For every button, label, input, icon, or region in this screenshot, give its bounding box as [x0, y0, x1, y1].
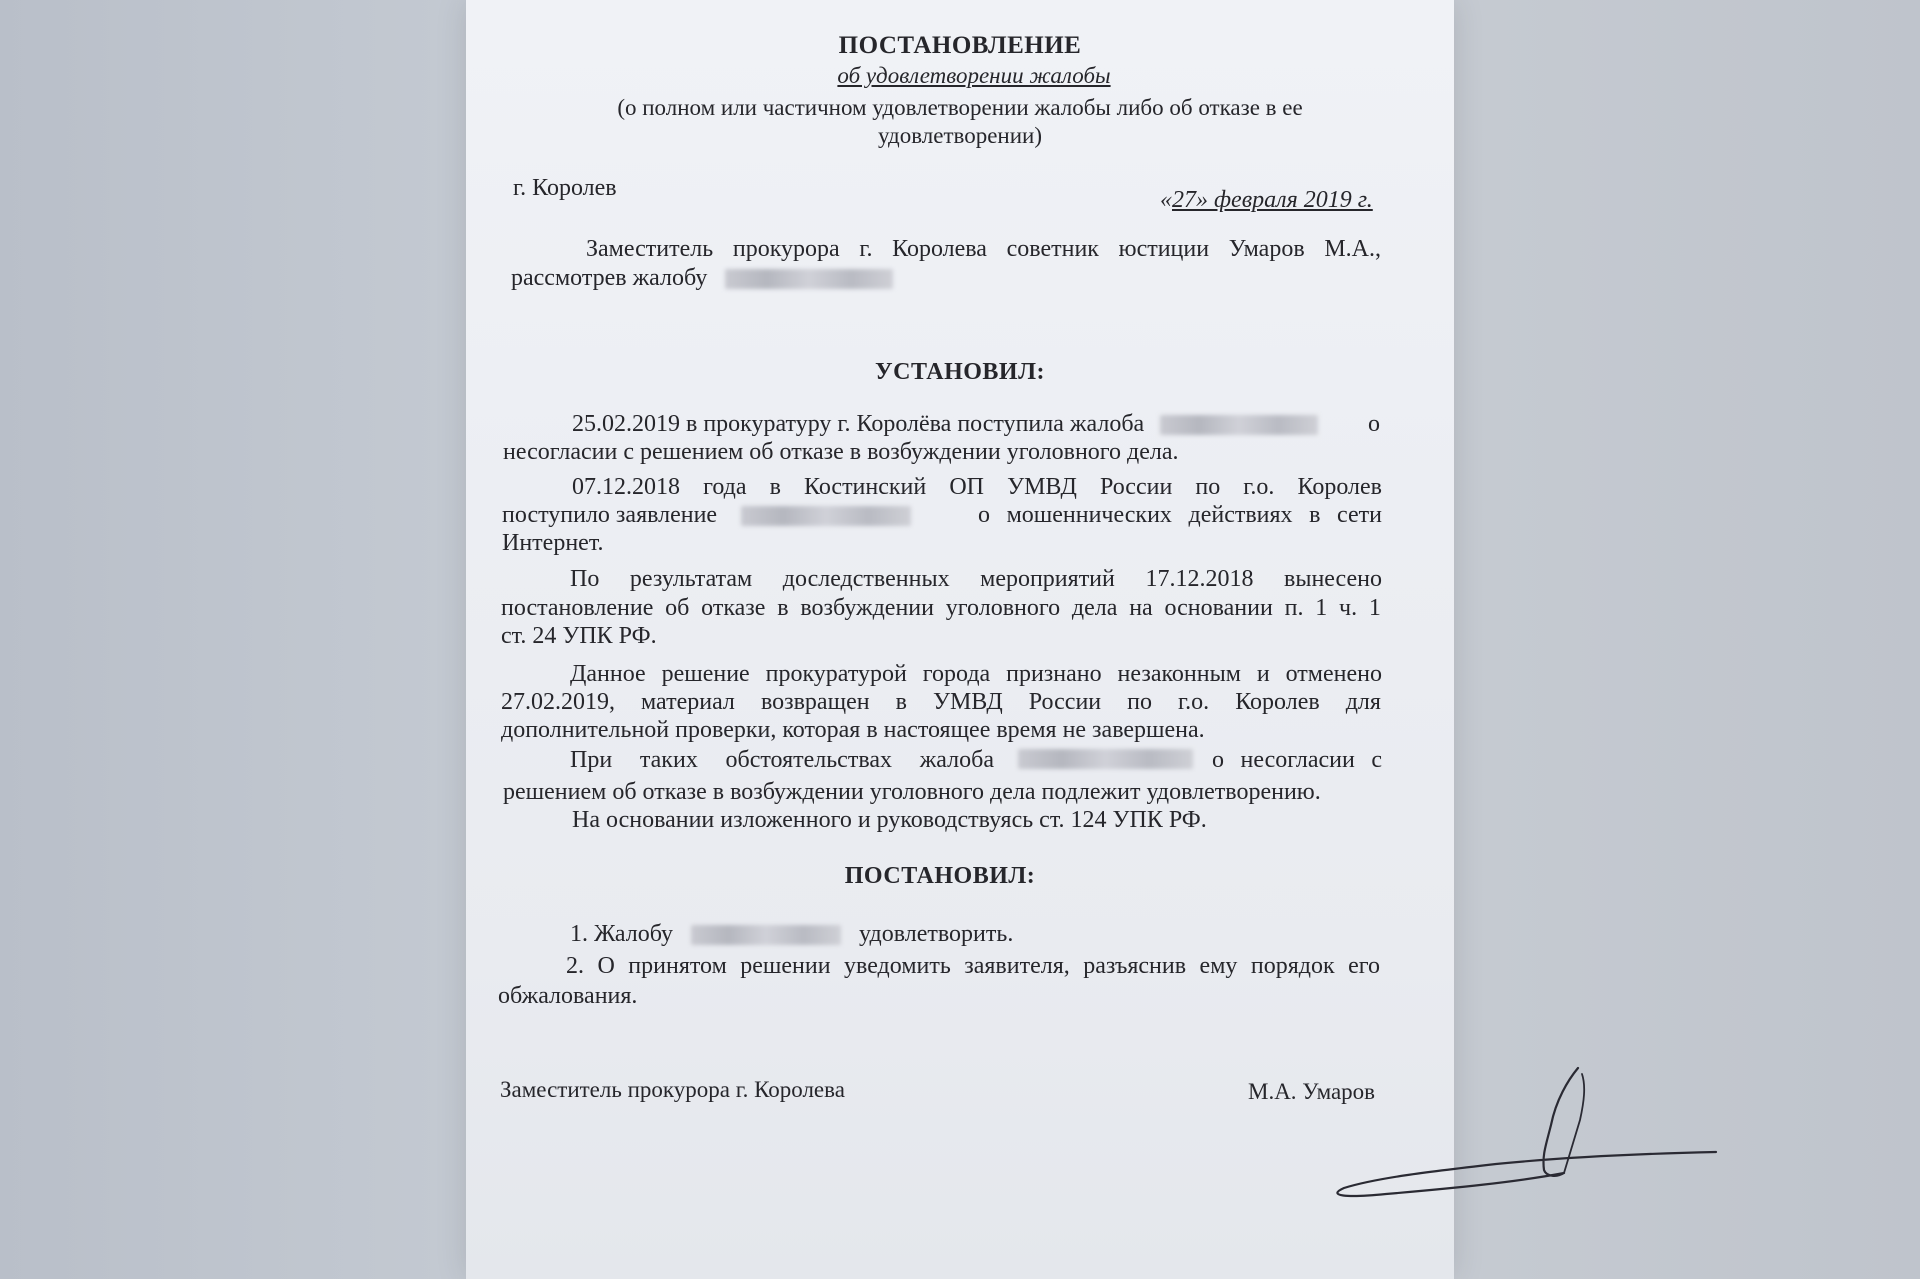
word: 2.: [566, 953, 584, 979]
p5-prefix: [570, 748, 994, 772]
word: г.: [859, 236, 873, 262]
word: материал: [641, 689, 735, 715]
word: г.о.: [1178, 689, 1210, 715]
word: 07.12.2018: [572, 474, 680, 500]
p4-line2: [501, 690, 1381, 714]
redacted-name: [725, 269, 893, 289]
word: Королева: [892, 236, 987, 262]
word: 27.02.2019,: [501, 689, 615, 715]
section-resolved: ПОСТАНОВИЛ:: [844, 863, 1036, 889]
word: жалоба: [919, 747, 994, 773]
item1-suffix: удовлетворить.: [859, 921, 1014, 947]
item2-line2: обжалования.: [498, 983, 638, 1009]
word: года: [703, 474, 747, 500]
word: в: [777, 595, 789, 621]
word: доследственных: [782, 566, 950, 592]
p2-rest: [978, 503, 1382, 527]
p4-line3: дополнительной проверки, которая в настоящее время не завершена.: [501, 717, 1205, 743]
word: ч.: [1339, 595, 1358, 621]
word: Данное: [570, 661, 646, 687]
word: п.: [1284, 595, 1304, 621]
word: в: [895, 689, 907, 715]
handwritten-signature: [1306, 1060, 1726, 1200]
p3-line2: [501, 596, 1381, 620]
word: решение: [661, 661, 750, 687]
p2-prefix: поступило заявление: [502, 502, 718, 528]
word: По: [570, 566, 600, 592]
p1-text: 25.02.2019 в прокуратуру г. Королёва поступила жалоба: [572, 411, 1145, 437]
p6-text: На основании изложенного и руководствуясь ст. 124 УПК РФ.: [572, 807, 1207, 833]
word: УМВД: [1007, 474, 1077, 500]
word: России: [1028, 689, 1102, 715]
word: возбуждении: [800, 595, 934, 621]
p2-line3: Интернет.: [502, 530, 604, 556]
signatory-name: М.А. Умаров: [1248, 1079, 1376, 1104]
word: 1: [1368, 595, 1381, 621]
p1-line2: несогласии с решением об отказе в возбуждении уголовного дела.: [503, 439, 1179, 465]
word: М.А.,: [1324, 236, 1381, 262]
word: г.о.: [1243, 474, 1275, 500]
word: ОП: [949, 474, 984, 500]
subtitle-note-line2: удовлетворении): [877, 123, 1043, 148]
word: При: [570, 747, 613, 773]
signatory-position: Заместитель прокурора г. Королева: [500, 1077, 845, 1102]
subtitle-text: об удовлетворении жалобы: [837, 63, 1111, 88]
word: порядок: [1250, 953, 1335, 979]
word: для: [1345, 689, 1381, 715]
word: по: [1195, 474, 1221, 500]
word: 1: [1315, 595, 1328, 621]
word: действиях: [1188, 502, 1293, 528]
p3-line1: [570, 567, 1382, 591]
date-open-quote: «: [1160, 187, 1172, 213]
word: города: [922, 661, 991, 687]
word: с: [1371, 747, 1382, 773]
word: уведомить: [844, 953, 951, 979]
word: на: [1129, 595, 1153, 621]
word: его: [1348, 953, 1380, 979]
word: в: [769, 474, 781, 500]
p5-line2: решением об отказе в возбуждении уголовного дела подлежит удовлетворению.: [503, 779, 1321, 805]
redacted-name: [1160, 415, 1318, 435]
word: уголовного: [945, 595, 1061, 621]
item1: [570, 922, 1013, 946]
section-established: УСТАНОВИЛ:: [875, 359, 1045, 385]
p5-rest: [1212, 748, 1382, 772]
word: вынесено: [1284, 566, 1382, 592]
word: мероприятий: [980, 566, 1115, 592]
word: решении: [740, 953, 831, 979]
word: возвращен: [760, 689, 870, 715]
p2-line1: [572, 475, 1382, 499]
document-page: [466, 0, 1454, 1279]
word: основании: [1164, 595, 1273, 621]
p1-line1: [572, 412, 1380, 436]
word: прокуратурой: [765, 661, 907, 687]
p2-line2: [502, 503, 1382, 527]
subtitle-note-line1: (о полном или частичном удовлетворении жалобы либо об отказе в ее: [617, 95, 1303, 120]
word: незаконным: [1117, 661, 1241, 687]
word: признано: [1006, 661, 1102, 687]
word: Заместитель: [586, 236, 714, 262]
word: УМВД: [932, 689, 1003, 715]
word: юстиции: [1118, 236, 1210, 262]
word: Королев: [1297, 474, 1382, 500]
date-rest: » февраля 2019 г.: [1196, 187, 1373, 213]
word: об: [665, 595, 690, 621]
word: обстоятельствах: [725, 747, 892, 773]
place-label: г. Королев: [513, 175, 617, 201]
word: отказе: [701, 595, 766, 621]
word: заявителя,: [964, 953, 1070, 979]
word: принятом: [628, 953, 727, 979]
item1-prefix: 1. Жалобу: [570, 921, 674, 947]
word: результатам: [629, 566, 753, 592]
word: о: [1212, 747, 1224, 773]
redacted-name: [1018, 749, 1193, 769]
word: Королев: [1235, 689, 1320, 715]
word: России: [1099, 474, 1173, 500]
word: Умаров: [1228, 236, 1305, 262]
document-title: ПОСТАНОВЛЕНИЕ: [838, 32, 1082, 59]
word: разъяснив: [1083, 953, 1187, 979]
word: сети: [1337, 502, 1382, 528]
word: советник: [1006, 236, 1099, 262]
word: ему: [1199, 953, 1238, 979]
word: в: [1309, 502, 1321, 528]
word: несогласии: [1240, 747, 1355, 773]
word: дела: [1071, 595, 1118, 621]
p4-line1: [570, 662, 1382, 686]
word: и: [1256, 661, 1270, 687]
word: о: [978, 502, 990, 528]
word: постановление: [501, 595, 654, 621]
word: по: [1127, 689, 1153, 715]
intro-line1: [586, 237, 1381, 261]
word: Костинский: [804, 474, 927, 500]
word: таких: [639, 747, 698, 773]
p3-line3: ст. 24 УПК РФ.: [501, 623, 657, 649]
date-day: 27: [1172, 187, 1196, 213]
intro-line2: [511, 266, 893, 290]
word: мошеннических: [1006, 502, 1172, 528]
item2-line1: [566, 954, 1380, 978]
intro-prefix: рассмотрев жалобу: [511, 265, 708, 291]
redacted-name: [691, 925, 841, 945]
word: О: [597, 953, 615, 979]
document-date: [1160, 188, 1373, 212]
redacted-name: [741, 506, 911, 526]
word: прокурора: [732, 236, 840, 262]
document-subtitle: [466, 64, 1454, 87]
word: 17.12.2018: [1145, 566, 1254, 592]
p1-end: о: [1368, 411, 1380, 437]
word: отменено: [1285, 661, 1382, 687]
